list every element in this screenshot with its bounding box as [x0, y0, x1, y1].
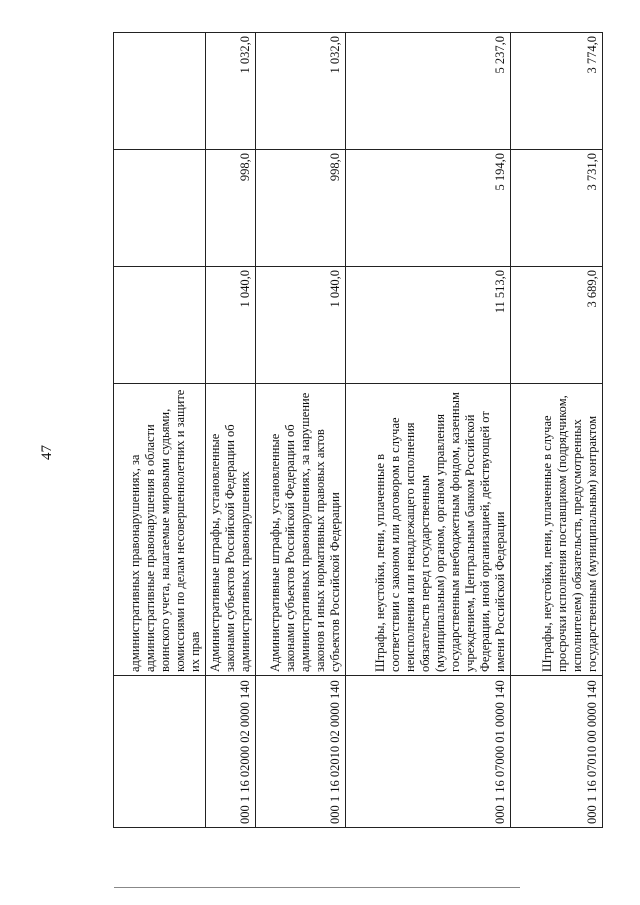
table-row — [346, 33, 511, 828]
row-value-1 — [114, 267, 206, 384]
row-value-2: 3 731,0 — [511, 150, 603, 267]
table-row — [256, 33, 346, 828]
row-value-3: 3 774,0 — [511, 33, 603, 150]
row-value-3: 5 237,0 — [346, 33, 511, 150]
row-description: Административные штрафы, установленные законами субъектов Российской Федерации об административных правонарушениях — [206, 384, 256, 676]
row-value-3: 1 032,0 — [206, 33, 256, 150]
row-value-2: 998,0 — [256, 150, 346, 267]
row-value-3 — [114, 33, 206, 150]
budget-table — [113, 32, 603, 828]
row-value-2 — [114, 150, 206, 267]
row-code: 000 1 16 02000 02 0000 140 — [206, 676, 256, 828]
row-value-1: 11 513,0 — [346, 267, 511, 384]
row-value-3: 1 032,0 — [256, 33, 346, 150]
row-value-2: 998,0 — [206, 150, 256, 267]
table-row — [511, 33, 603, 828]
row-code: 000 1 16 07000 01 0000 140 — [346, 676, 511, 828]
table-row — [114, 33, 206, 828]
table-row — [206, 33, 256, 828]
row-description: Административные штрафы, установленные законами субъектов Российской Федерации об административных правонарушениях, за нарушение законов и иных нормативных правовых актов субъектов Российской Федерации — [256, 384, 346, 676]
row-value-2: 5 194,0 — [346, 150, 511, 267]
row-code: 000 1 16 07010 00 0000 140 — [511, 676, 603, 828]
budget-table-rotated — [113, 36, 599, 828]
row-description: Штрафы, неустойки, пени, уплаченные в случае просрочки исполнения поставщиком (подрядчиком, исполнителем) обязательств, предусмотренных государственным (муниципальным) контрактом — [511, 384, 603, 676]
row-code — [114, 676, 206, 828]
row-description: Штрафы, неустойки, пени, уплаченные в соответствии с законом или договором в случае неисполнения или ненадлежащего исполнения обязательств перед государственным (муниципальным) органом, органом управления государственным внебюджетным фондом, казенным учреждением, Центральным банком Российской Федерации, иной организацией, действующей от имени Российской Федерации — [346, 384, 511, 676]
row-value-1: 1 040,0 — [256, 267, 346, 384]
budget-table-container — [113, 36, 599, 828]
row-code: 000 1 16 02010 02 0000 140 — [256, 676, 346, 828]
page-bottom-rule — [114, 887, 520, 888]
row-value-1: 3 689,0 — [511, 267, 603, 384]
page-number: 47 — [39, 445, 55, 460]
row-value-1: 1 040,0 — [206, 267, 256, 384]
row-description: административных правонарушениях, за административные правонарушения в области воинского учета, налагаемые мировыми судьями, комиссиями по делам несовершеннолетних и защите их прав — [114, 384, 206, 676]
